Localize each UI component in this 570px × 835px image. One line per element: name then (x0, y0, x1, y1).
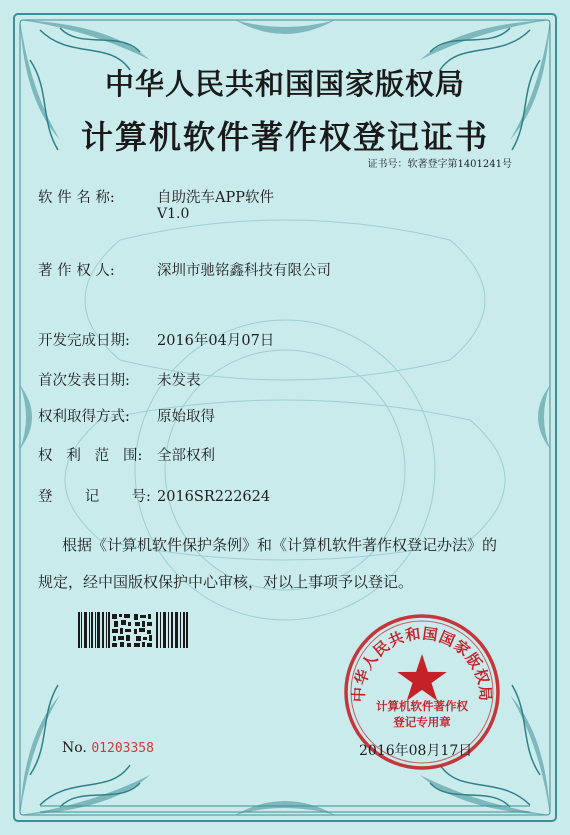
field-acquisition-method (38, 405, 215, 426)
certificate-number-value: 软著登字第1401241号 (407, 159, 512, 170)
field-label: 权 利 范 围: (38, 448, 143, 464)
certificate-title: 计算机软件著作权登记证书 (80, 118, 489, 156)
field-registration-number (38, 485, 270, 506)
field-copyright-owner (38, 259, 331, 280)
software-version: V1.0 (157, 206, 190, 222)
field-software-name (38, 186, 274, 207)
statement-line-1: 根据《计算机软件保护条例》和《计算机软件著作权登记办法》的 (62, 536, 498, 554)
serial-number (62, 740, 154, 756)
field-value: 深圳市驰铭鑫科技有限公司 (157, 263, 331, 279)
field-value: 2016SR222624 (157, 489, 271, 505)
field-label: 首次发表日期: (38, 373, 130, 389)
certificate-number-label: 证书号： (367, 159, 408, 170)
seal-text-line-2: 登记专用章 (393, 715, 451, 729)
serial-value: 01203358 (91, 741, 154, 756)
statement-line-2: 规定，经中国版权保护中心审核，对以上事项予以登记。 (38, 573, 414, 591)
seal-star-icon (397, 654, 446, 701)
field-label: 软 件 名 称: (38, 190, 115, 206)
field-value: 未发表 (157, 373, 201, 389)
field-value: 全部权利 (157, 448, 215, 464)
seal-ring-text: 中华人民共和国国家版权局 (349, 624, 495, 703)
serial-label: No. (62, 740, 87, 756)
field-label: 开发完成日期: (38, 333, 130, 349)
field-label: 登 记 号: (38, 489, 151, 505)
field-value: 2016年04月07日 (157, 333, 275, 349)
field-value: 自助洗车APP软件 (157, 190, 274, 206)
issuing-authority: 中华人民共和国国家版权局 (104, 67, 465, 101)
field-value: 原始取得 (157, 409, 215, 425)
field-label: 权利取得方式: (38, 409, 130, 425)
barcode-image (78, 612, 188, 648)
field-label: 著 作 权 人: (38, 263, 115, 279)
seal-text-line-1: 计算机软件著作权 (376, 699, 468, 713)
issue-date: 2016年08月17日 (359, 743, 473, 759)
field-first-publication (38, 369, 201, 390)
certificate-number (367, 155, 512, 170)
field-completion-date (38, 329, 274, 350)
field-rights-scope (38, 444, 215, 465)
